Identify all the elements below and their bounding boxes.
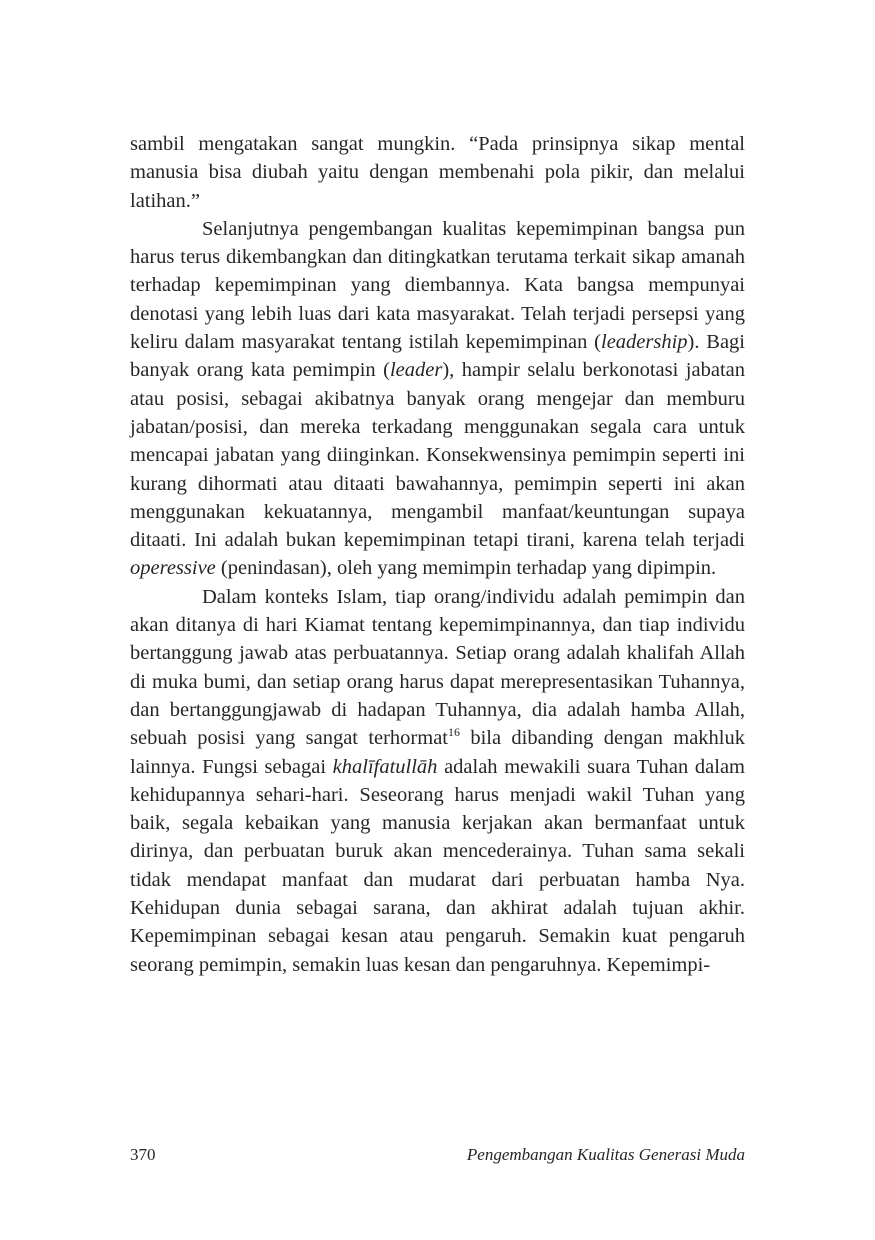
paragraph-3: [130, 583, 745, 979]
term-leader: leader: [389, 359, 443, 382]
term-khalifatullah: khalīfatullāh: [332, 755, 438, 778]
page-body: [130, 130, 745, 979]
paragraph-1: [130, 130, 745, 215]
paragraph-3-text-b: bila dibanding dengan makhluk lainnya. Fungsi sebagai: [130, 727, 746, 778]
paragraph-2-text-d: (penindasan), oleh yang memimpin terhadap yang dipimpin.: [215, 557, 717, 580]
page-number: 370: [130, 1145, 156, 1164]
running-title: Pengembangan Kualitas Generasi Muda: [466, 1145, 745, 1164]
paragraph-3-text-a: Dalam konteks Islam, tiap orang/individu adalah pemimpin dan akan ditanya di hari Kiamat tentang kepemimpinannya, dan tiap individu bertanggung jawab atas perbuatannya. Setiap orang adalah khalifah Allah di muka bumi, dan setiap orang harus dapat merepresentasikan Tuhannya, dan bertanggungjawab di hadapan Tuhannya, dia adalah hamba Allah, sebuah posisi yang sangat terhormat: [130, 585, 745, 750]
term-leadership: leadership: [601, 331, 688, 354]
paragraph-2: [130, 215, 745, 583]
paragraph-2-text-a: Selanjutnya pengembangan kualitas kepemimpinan bangsa pun harus terus dikembangkan dan ditingkatkan terutama terkait sikap amanah terhadap kepemimpinan yang diembannya. Kata bangsa mempunyai denotasi yang lebih luas dari kata masyarakat. Telah terjadi persepsi yang keliru dalam masyarakat tentang istilah kepemimpinan (: [130, 217, 745, 354]
footnote-ref-16: 16: [448, 725, 461, 740]
page-footer: [130, 1143, 745, 1167]
paragraph-2-text-b: ). Bagi banyak orang kata pemimpin (: [130, 331, 745, 382]
paragraph-2-text-c: ), hampir selalu berkonotasi jabatan atau posisi, sebagai akibatnya banyak orang mengejar dan memburu jabatan/posisi, dan mereka terkadang menggunakan segala cara untuk mencapai jabatan yang diinginkan. Konsekwensinya pemimpin seperti ini kurang dihormati atau ditaati bawahannya, pemimpin seperti ini akan menggunakan kekuatannya, mengambil manfaat/keuntungan supaya ditaati. Ini adalah bukan kepemimpinan tetapi tirani, karena telah terjadi: [130, 359, 745, 552]
paragraph-1-text: sambil mengatakan sangat mungkin. “Pada prinsipnya sikap mental manusia bisa diubah yaitu dengan membenahi pola pikir, dan melalui latihan.”: [130, 133, 745, 212]
paragraph-3-text-c: adalah mewakili suara Tuhan dalam kehidupannya sehari-hari. Seseorang harus menjadi wakil Tuhan yang baik, segala kebaikan yang manusia kerjakan akan bermanfaat untuk dirinya, dan perbuatan buruk akan mencederainya. Tuhan sama sekali tidak mendapat manfaat dan mudarat dari perbuatan hamba Nya. Kehidupan dunia sebagai sarana, dan akhirat adalah tujuan akhir. Kepemimpinan sebagai kesan atau pengaruh. Semakin kuat pengaruh seorang pemimpin, semakin luas kesan dan pengaruhnya. Kepemimpi-: [130, 755, 745, 976]
term-operessive: operessive: [130, 557, 216, 580]
